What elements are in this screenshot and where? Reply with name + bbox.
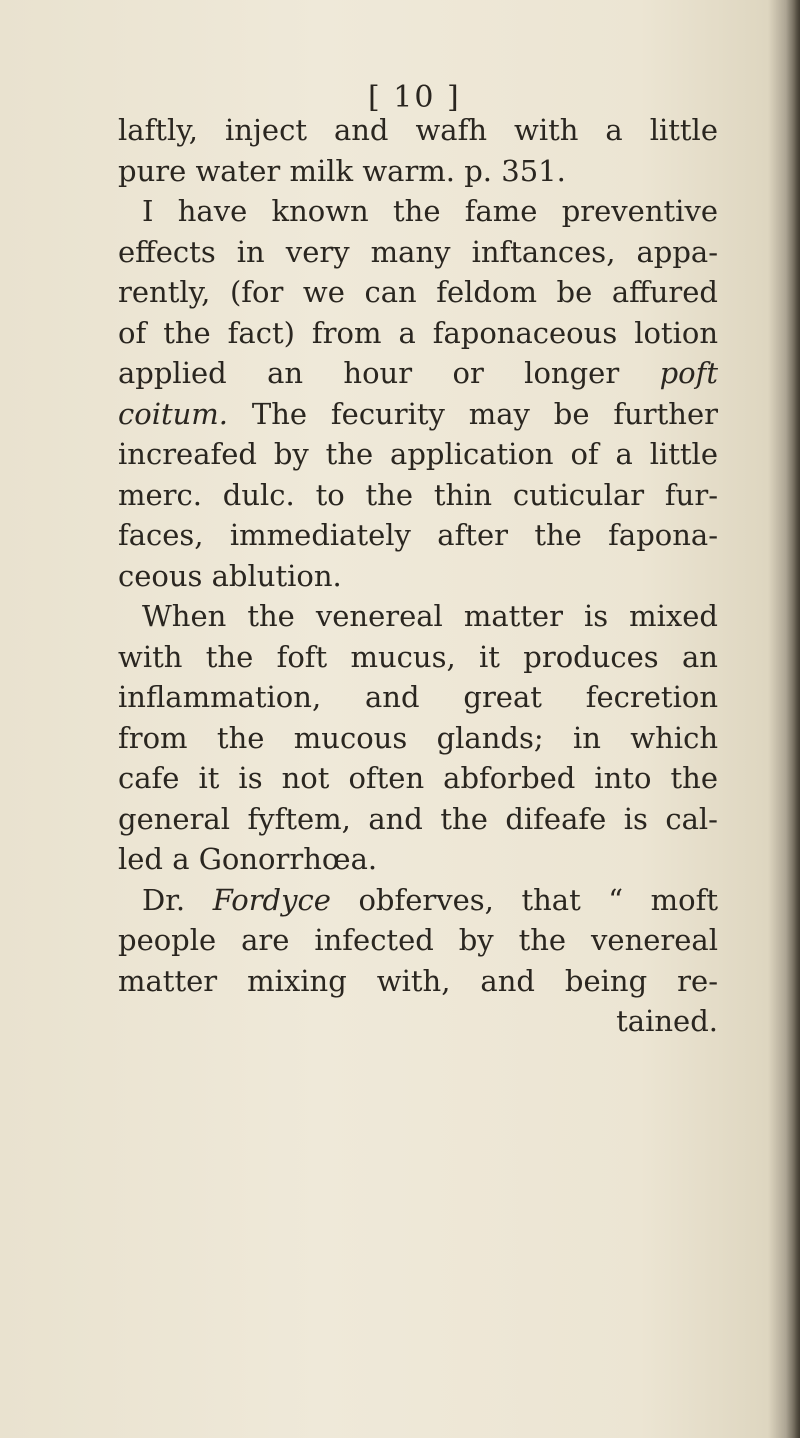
text-line-16 [118,718,718,759]
italic-text: coitum. [118,396,229,431]
line-text: tained. [616,1004,718,1038]
italic-text: poft [659,356,718,390]
text-line-12 [118,556,718,597]
page-edge-shadow [786,0,800,1438]
italic-text: Fordyce [212,882,331,917]
line-text: inflammation, and great fecretion [118,680,718,714]
text-line-15 [118,677,718,718]
line-text: ceous ablution. [118,558,342,593]
text-line-7 [118,353,718,394]
text-line-19 [118,839,718,880]
text-line-4 [118,232,718,273]
line-text: led a Gonorrhœa. [118,842,378,876]
text-line-6 [118,313,718,354]
line-text: I have known the fame preventive [142,194,718,228]
text-line-9 [118,434,718,475]
line-text: When the venereal matter is mixed [142,599,718,633]
text-line-8 [118,394,718,435]
text-line-22 [118,961,718,1002]
text-line-23 [118,1001,718,1042]
line-text: increafed by the application of a little [118,437,718,471]
text-line-13 [118,596,718,637]
line-text: from the mucous glands; in which [118,720,718,755]
body-text [118,110,718,1042]
line-text: The fecurity may be further [228,396,718,431]
line-text: matter mixing with, and being re- [118,963,718,998]
line-text: with the foft mucus, it produces an [118,639,718,674]
text-line-17 [118,758,718,799]
text-line-20 [118,880,718,921]
line-text: merc. dulc. to the thin cuticular fur- [118,477,718,512]
line-text: applied an hour or longer [118,356,660,390]
line-text: faces, immediately after the fapona- [118,518,718,552]
line-text: of the fact) from a faponaceous lotion [118,315,718,350]
text-line-14 [118,637,718,678]
text-line-10 [118,475,718,516]
text-line-5 [118,272,718,313]
line-text: pure water milk warm. p. 351. [118,153,566,188]
line-text: cafe it is not often abforbed into the [118,761,718,795]
line-text: rently, (for we can feldom be affured [118,275,718,309]
text-line-1 [118,110,718,151]
line-text: people are infected by the venereal [118,923,718,957]
text-line-11 [118,515,718,556]
line-text: general fyftem, and the difeafe is cal- [118,801,718,836]
line-text: Dr. [142,882,213,917]
text-line-21 [118,920,718,961]
line-text: effects in very many inftances, appa- [118,234,718,269]
text-line-18 [118,799,718,840]
text-line-2 [118,151,718,192]
line-text: laftly, inject and wafh with a little [118,113,718,147]
line-text: obferves, that “ moft [330,882,718,917]
text-line-3 [118,191,718,232]
page-number: [ 10 ] [368,80,461,115]
